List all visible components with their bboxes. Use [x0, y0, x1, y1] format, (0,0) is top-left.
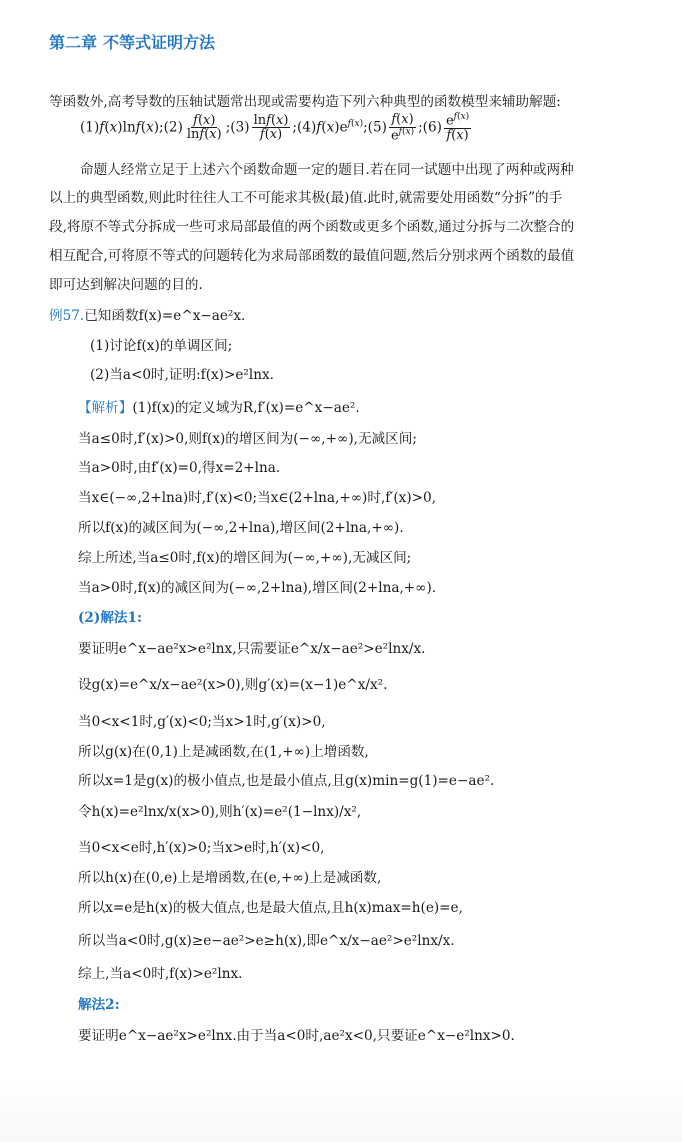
- method-1-line-1: 要证明e^x−ae²x>e²lnx,只需要证e^x/x−ae²>e²lnx/x.: [78, 641, 426, 657]
- paragraph-line-1: 命题人经常立足于上述六个函数命题一定的题目.若在同一试题中出现了两种或两种: [80, 162, 574, 178]
- question-2: (2)当a<0时,证明:f(x)>e²lnx.: [90, 367, 274, 383]
- solution-line-1: (1)f(x)的定义域为R,f′(x)=e^x−ae².: [132, 400, 360, 416]
- paragraph-line-2: 以上的典型函数,则此时往往人工不可能求其极(最)值.此时,就需要处用函数“分拆”的手: [49, 190, 563, 206]
- method-2-line-1: 要证明e^x−ae²x>e²lnx.由于当a<0时,ae²x<0,只要证e^x−e²lnx>0.: [78, 1028, 515, 1044]
- paragraph-line-3: 段,将原不等式分拆成一些可求局部最值的两个函数或更多个函数,通过分拆与二次整合的: [49, 219, 575, 235]
- example-heading: [49, 304, 245, 324]
- question-1: (1)讨论f(x)的单调区间;: [90, 338, 233, 354]
- solution-line-4: 当x∈(−∞,2+lna)时,f′(x)<0;当x∈(2+lna,+∞)时,f′(x)>0,: [78, 490, 437, 506]
- method-2-label: 解法2:: [78, 997, 120, 1013]
- method-1-line-11: 综上,当a<0时,f(x)>e²lnx.: [78, 966, 243, 982]
- solution-line-7: 当a>0时,f(x)的减区间为(−∞,2+lna),增区间(2+lna,+∞).: [78, 580, 437, 596]
- method-1-line-8: 所以h(x)在(0,e)上是增函数,在(e,+∞)上是减函数,: [78, 870, 382, 886]
- analysis-heading: [78, 396, 360, 416]
- example-label: 例57.: [49, 308, 85, 324]
- page-bottom-shade: [0, 1080, 682, 1142]
- chapter-title: 不等式证明方法: [103, 33, 216, 52]
- example-text: 已知函数f(x)=e^x−ae²x.: [84, 308, 246, 324]
- method-1-line-6: 令h(x)=e²lnx/x(x>0),则h′(x)=e²(1−lnx)/x²,: [78, 804, 362, 820]
- solution-line-3: 当a>0时,由f′(x)=0,得x=2+lna.: [78, 460, 281, 476]
- method-1-line-5: 所以x=1是g(x)的极小值点,也是最小值点,且g(x)min=g(1)=e−ae².: [78, 773, 495, 789]
- solution-line-5: 所以f(x)的减区间为(−∞,2+lna),增区间(2+lna,+∞).: [78, 520, 404, 536]
- method-1-line-3: 当0<x<1时,g′(x)<0;当x>1时,g′(x)>0,: [78, 714, 326, 730]
- paragraph-line-5: 即可达到解决问题的目的.: [49, 277, 203, 293]
- paragraph-line-4: 相互配合,可将原不等式的问题转化为求局部函数的最值问题,然后分别求两个函数的最值: [49, 248, 575, 264]
- method-1-line-4: 所以g(x)在(0,1)上是减函数,在(1,+∞)上增函数,: [78, 744, 369, 760]
- method-1-label: (2)解法1:: [78, 610, 142, 626]
- method-1-line-9: 所以x=e是h(x)的极大值点,也是最大值点,且h(x)max=h(e)=e,: [78, 900, 463, 916]
- analysis-label: 【解析】: [78, 400, 133, 416]
- solution-line-2: 当a≤0时,f′(x)>0,则f(x)的增区间为(−∞,+∞),无减区间;: [78, 431, 417, 447]
- solution-line-6: 综上所述,当a≤0时,f(x)的增区间为(−∞,+∞),无减区间;: [78, 550, 412, 566]
- intro-text: 等函数外,高考导数的压轴试题常出现或需要构造下列六种典型的函数模型来辅助解题:: [49, 94, 561, 110]
- method-1-line-2: 设g(x)=e^x/x−ae²(x>0),则g′(x)=(x−1)e^x/x².: [78, 677, 388, 693]
- chapter-number: 第二章: [49, 33, 98, 52]
- function-models: (1)f(x)lnf(x);(2) $\frac{f(x)}{\ln f(x)}$ ;(3) $\frac{\ln f(x)}{f(x)}$ $;(4)f(x)e^{f(x)};(5)$ $\frac{f(x)}{e^{f(x)}}$ ;(6) $\frac{e^{f(x)}}{f(x)}$: [80, 112, 470, 143]
- chapter-header: [49, 30, 215, 53]
- method-1-line-7: 当0<x<e时,h′(x)>0;当x>e时,h′(x)<0,: [78, 840, 325, 856]
- method-1-line-10: 所以当a<0时,g(x)≥e−ae²>e≥h(x),即e^x/x−ae²>e²lnx/x.: [78, 933, 455, 949]
